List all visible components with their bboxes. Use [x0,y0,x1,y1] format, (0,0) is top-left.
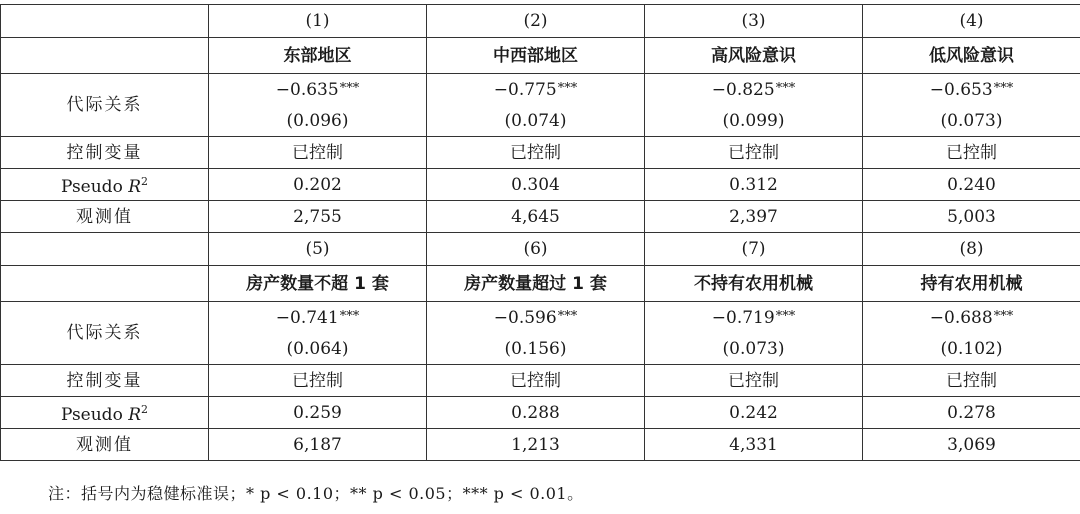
pseudo-r2-cell: 0.288 [427,397,645,429]
group-header: 低风险意识 [863,38,1080,74]
pseudo-r2-cell: 0.259 [209,397,427,429]
std-error-cell: (0.073) [645,333,863,365]
coefficient-cell: −0.653*** [863,74,1080,106]
std-error-cell: (0.099) [645,105,863,137]
controls-cell: 已控制 [645,365,863,397]
coefficient-cell: −0.775*** [427,74,645,106]
std-error-cell: (0.074) [427,105,645,137]
row-label-observations: 观测值 [1,429,209,461]
pseudo-r2-cell: 0.304 [427,169,645,201]
coefficient-row [1,302,1080,334]
observations-row [1,429,1080,461]
observations-cell: 3,069 [863,429,1080,461]
row-label-observations: 观测值 [1,201,209,233]
observations-cell: 6,187 [209,429,427,461]
std-error-cell: (0.073) [863,105,1080,137]
observations-cell: 5,003 [863,201,1080,233]
group-header: 房产数量不超 1 套 [209,266,427,302]
pseudo-r2-cell: 0.202 [209,169,427,201]
coefficient-cell: −0.688*** [863,302,1080,334]
observations-cell: 4,331 [645,429,863,461]
row-label-pseudo-r2: Pseudo $R^2$ [1,169,209,201]
pseudo-r2-row [1,169,1080,201]
coefficient-cell: −0.741*** [209,302,427,334]
row-label-controls: 控制变量 [1,137,209,169]
row-label-controls: 控制变量 [1,365,209,397]
column-number-row [1,233,1080,266]
group-header-row [1,266,1080,302]
coefficient-cell: −0.596*** [427,302,645,334]
pseudo-r2-cell: 0.278 [863,397,1080,429]
regression-table [0,4,1080,461]
observations-row [1,201,1080,233]
controls-cell: 已控制 [209,365,427,397]
controls-row [1,365,1080,397]
observations-cell: 1,213 [427,429,645,461]
controls-cell: 已控制 [209,137,427,169]
row-label-intergenerational: 代际关系 [1,302,209,365]
observations-cell: 4,645 [427,201,645,233]
controls-cell: 已控制 [863,137,1080,169]
coefficient-cell: −0.719*** [645,302,863,334]
column-number: (7) [645,233,863,266]
empty-cell [1,5,209,38]
group-header: 中西部地区 [427,38,645,74]
pseudo-r2-cell: 0.240 [863,169,1080,201]
controls-cell: 已控制 [645,137,863,169]
column-number: (3) [645,5,863,38]
column-number-row [1,5,1080,38]
column-number: (6) [427,233,645,266]
controls-row [1,137,1080,169]
column-number: (5) [209,233,427,266]
coefficient-cell: −0.635*** [209,74,427,106]
group-header: 持有农用机械 [863,266,1080,302]
group-header: 高风险意识 [645,38,863,74]
controls-cell: 已控制 [427,365,645,397]
pseudo-r2-cell: 0.312 [645,169,863,201]
controls-cell: 已控制 [863,365,1080,397]
group-header: 东部地区 [209,38,427,74]
empty-cell [1,38,209,74]
observations-cell: 2,755 [209,201,427,233]
std-error-cell: (0.064) [209,333,427,365]
column-number: (2) [427,5,645,38]
empty-cell [1,266,209,302]
row-label-intergenerational: 代际关系 [1,74,209,137]
column-number: (4) [863,5,1080,38]
coefficient-row [1,74,1080,106]
controls-cell: 已控制 [427,137,645,169]
pseudo-r2-row [1,397,1080,429]
column-number: (1) [209,5,427,38]
std-error-cell: (0.156) [427,333,645,365]
table-note: 注：括号内为稳健标准误；* p < 0.10；** p < 0.05；*** p < 0.01。 [48,484,584,503]
group-header: 房产数量超过 1 套 [427,266,645,302]
group-header-row [1,38,1080,74]
column-number: (8) [863,233,1080,266]
pseudo-r2-cell: 0.242 [645,397,863,429]
row-label-pseudo-r2: Pseudo $R^2$ [1,397,209,429]
std-error-cell: (0.096) [209,105,427,137]
observations-cell: 2,397 [645,201,863,233]
empty-cell [1,233,209,266]
std-error-cell: (0.102) [863,333,1080,365]
coefficient-cell: −0.825*** [645,74,863,106]
group-header: 不持有农用机械 [645,266,863,302]
